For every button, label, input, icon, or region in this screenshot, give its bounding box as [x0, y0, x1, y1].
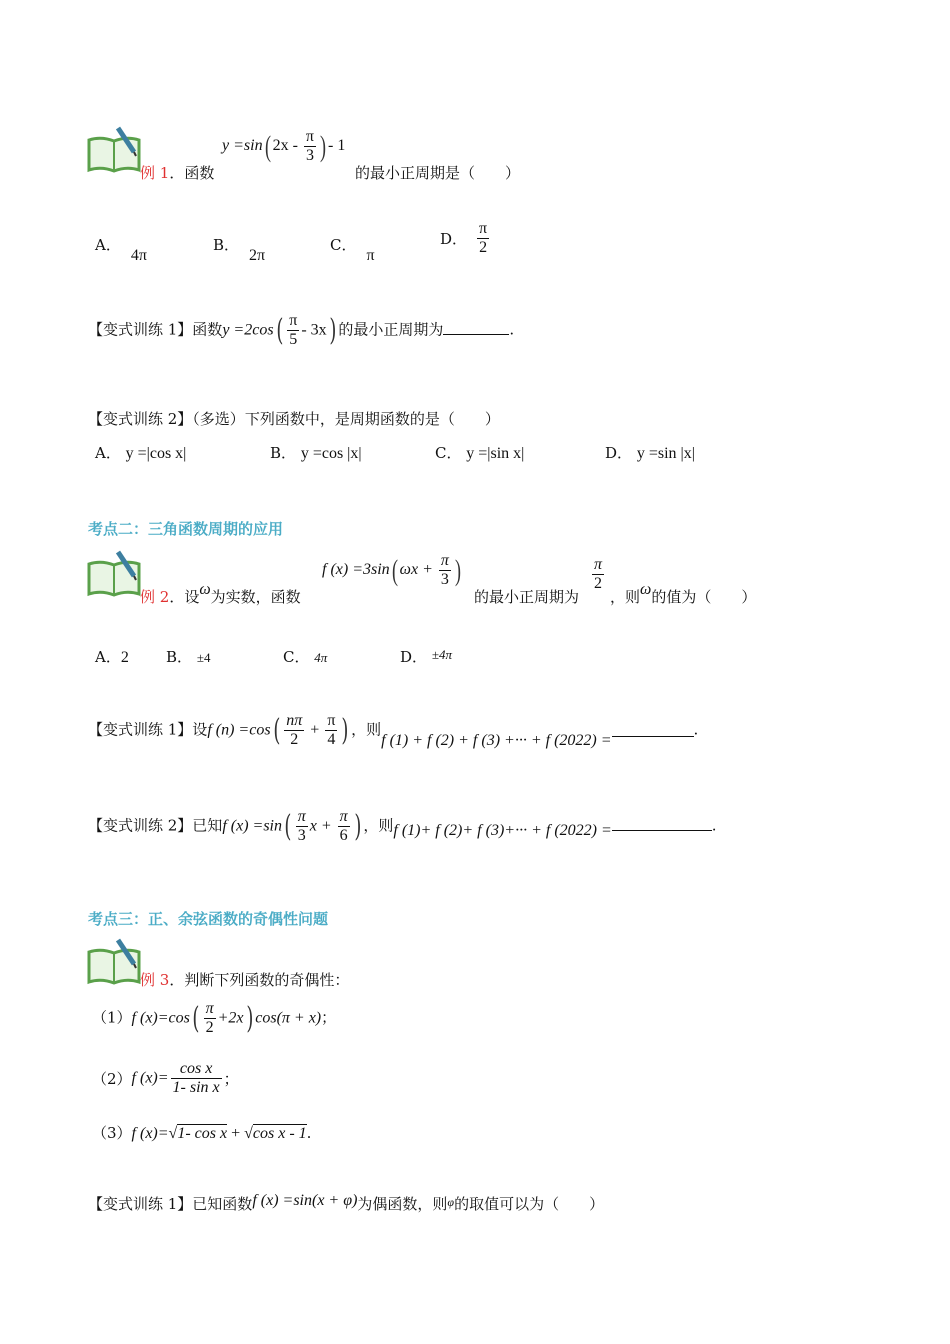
section-heading-3: 考点三：正、余弦函数的奇偶性问题 — [88, 910, 329, 928]
ex1-option-d[interactable]: D． $\frac{\pi}{2}$ — [440, 220, 488, 256]
variant5-line: 【变式训练 1】已知函数f (x) =sin(x + φ)为偶函数，则$^\varphi$的取值可以为（ ） — [88, 1192, 605, 1213]
ex2-suffix: 的最小正周期为 — [474, 588, 580, 606]
ex1-lead: 例 1．函数 — [140, 164, 215, 182]
ex3-lead: 例 3．判断下列函数的奇偶性： — [140, 971, 350, 989]
ex2-option-c[interactable]: C． 4π — [283, 648, 328, 666]
ex1-option-c[interactable]: C．π — [330, 236, 375, 264]
book-pencil-icon — [86, 126, 142, 174]
ex2-period: $\frac{\pi}{2}$ — [594, 556, 603, 592]
v2-option-b[interactable]: B． y =cos |x| — [270, 444, 362, 462]
variant1-line: 【变式训练 1】函数y =2cos( $\frac{\pi}{5}$ - 3x) 的最小正周期为 . — [88, 312, 515, 348]
ex2-option-a[interactable]: A．2 — [95, 648, 129, 666]
v2-option-a[interactable]: A． y =|cos x| — [95, 444, 187, 462]
ex1-option-a[interactable]: A．4π — [95, 236, 147, 264]
ex2-tail: ，则ω的值为（ ） — [610, 581, 757, 606]
ex1-formula: y =sin( 2x - $\frac{\pi}{3}$ ) - 1 — [222, 128, 346, 164]
ex1-suffix: 的最小正周期是（ ） — [355, 164, 521, 182]
book-pencil-icon — [86, 550, 142, 598]
ex3-q2: （2）f (x)= $\frac{\text{cos x}}{\text{1- sin x}}$ ； — [92, 1060, 239, 1096]
section-heading-2: 考点二：三角函数周期的应用 — [88, 520, 284, 538]
variant2-question: 【变式训练 2】（多选）下列函数中，是周期函数的是（ ） — [88, 410, 500, 428]
answer-blank[interactable] — [612, 818, 712, 831]
book-pencil-icon — [86, 938, 142, 986]
ex2-lead: 例 2．设ω为实数，函数 — [140, 581, 301, 606]
ex2-option-b[interactable]: B． ±4 — [166, 648, 211, 666]
variant3-line: 【变式训练 1】设f (n) =cos( $\frac{n\pi}{2}$ + $\frac{\pi}{4}$ ) ，则f (1) + f (2) + f (3) +··· + f (2022) =. — [88, 712, 699, 749]
answer-blank[interactable] — [612, 724, 694, 737]
variant4-line: 【变式训练 2】已知f (x) =sin( $\frac{\pi}{3}$ x + $\frac{\pi}{6}$ ) ，则f (1)+ f (2)+ f (3)+··· + f (2022) = . — [88, 808, 717, 844]
v2-option-d[interactable]: D． y =sin |x| — [605, 444, 695, 462]
ex2-option-d[interactable]: D． ±4π — [400, 647, 452, 666]
ex2-formula: f (x) =3sin( ωx + $\frac{\pi}{3}$ ) — [322, 552, 461, 588]
ex1-option-b[interactable]: B．2π — [213, 236, 266, 264]
ex3-q1: （1）f (x)=cos( $\frac{\pi}{2}$ +2x) cos(π + x)； — [92, 1000, 337, 1036]
answer-blank[interactable] — [443, 322, 509, 335]
ex3-q3: （3）f (x)=√1- cos x + √cos x - 1. — [92, 1124, 312, 1142]
v2-option-c[interactable]: C． y =|sin x| — [435, 444, 525, 462]
